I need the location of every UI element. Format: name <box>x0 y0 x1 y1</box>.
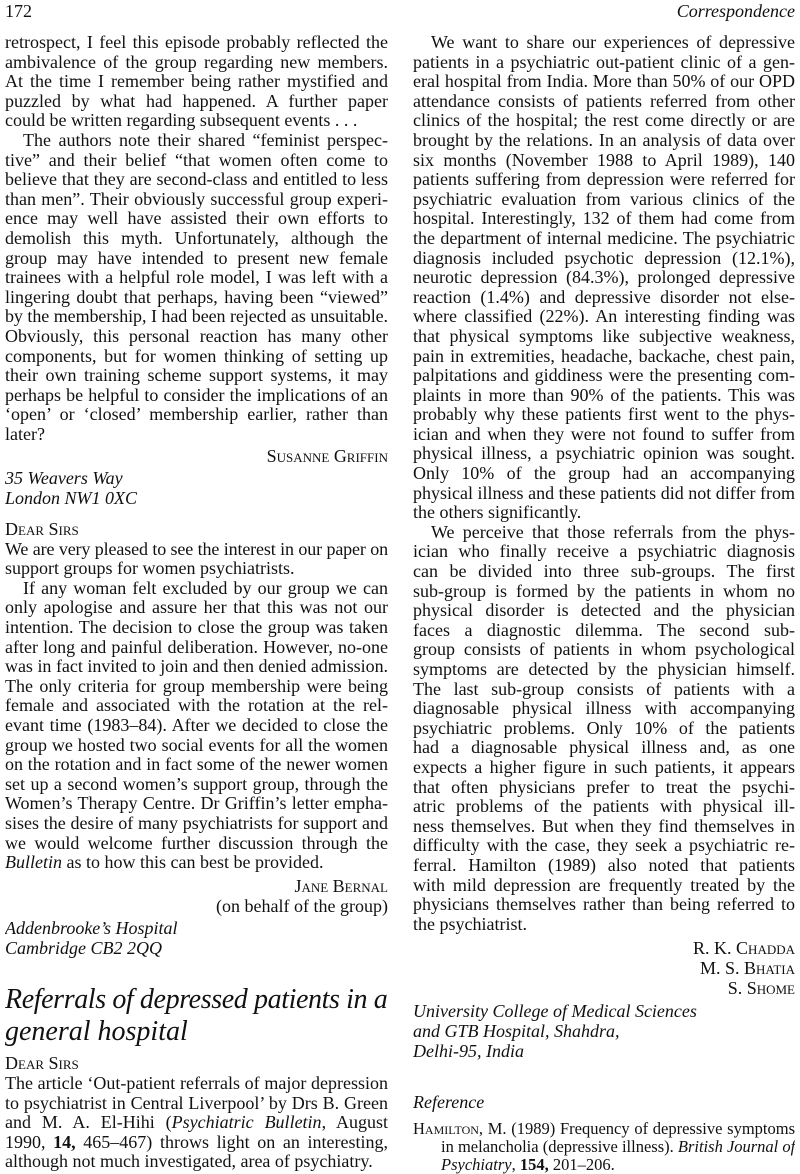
signatures-chadda <box>413 938 795 998</box>
italic-text: British Journal of <box>677 1138 795 1156</box>
text-line: patients suffering from depression were referred for <box>413 170 795 190</box>
article-title-line: Referrals of depressed patients in a <box>5 984 388 1015</box>
text-line: can be divided into three sub-groups. The first <box>413 562 795 582</box>
text-line: their own training scheme support systems, it may <box>5 366 388 386</box>
text-line: ician who finally receive a psychiatric diagnosis <box>413 542 795 562</box>
address-line: University College of Medical Sciences <box>413 1001 697 1021</box>
text-line: where classified (22%). An interesting finding was <box>413 307 795 327</box>
text-line: the psychiatrist. <box>413 914 527 934</box>
text-line: The article ‘Out-patient referrals of major depression <box>5 1074 388 1093</box>
text-line: At the time I remember being rather mystified and <box>5 72 388 92</box>
text-line: The authors note their shared “feminist perspec- <box>23 130 388 150</box>
text-line: could be written regarding subsequent events . . . <box>5 111 358 131</box>
text-line: patients in a psychiatric out-patient clinic of a gen- <box>413 52 795 72</box>
text-line: to psychiatrist in Central Liverpool’ by Drs B. Green <box>5 1093 388 1113</box>
text-line: Only 10% of the group had an accompanying <box>413 464 795 484</box>
salutation: Dear Sirs <box>5 1053 79 1073</box>
text-line: on the rotation and in fact some of the newer women <box>5 755 388 775</box>
text-line: physical illness, a psychiatric opinion was sought. <box>413 444 795 464</box>
small-caps-text: Hamilton <box>413 1120 479 1138</box>
text-line: ence may well have assisted their own efforts to <box>5 209 388 229</box>
reference-line <box>413 1156 795 1174</box>
text-line: group consists of patients in whom psychological <box>413 640 795 660</box>
text-line: trainees with a helpful role model, I was left with a <box>5 268 388 288</box>
text-line: attendance consists of patients referred from other <box>413 91 795 111</box>
text-segment: 1990, <box>5 1132 54 1152</box>
text-line: hospital. Interestingly, 132 of them had come from <box>413 209 795 229</box>
text-line: Women’s Therapy Centre. Dr Griffin’s letter empha- <box>5 794 388 814</box>
address-line: London NW1 0XC <box>5 488 138 508</box>
text-line: The last sub-group consists of patients with a <box>413 679 795 699</box>
text-line: eral hospital from India. More than 50% of our OPD <box>413 72 795 92</box>
signature-name: S. Shome <box>727 978 795 998</box>
letter-bernal-body <box>5 540 388 873</box>
signature-note: (on behalf of the group) <box>216 896 388 916</box>
text-line: evant time (1983–84). After we decided to close the <box>5 715 388 735</box>
text-line: neurotic depression (84.3%), prolonged depressive <box>413 268 795 288</box>
text-segment: , M. (1989) Frequency of depressive symptoms <box>478 1120 795 1138</box>
text-line: with mild depression are frequently treated by the <box>413 875 795 895</box>
text-line: palpitations and giddiness were the presenting com- <box>413 366 795 386</box>
text-line: atric problems of the patients with physical ill- <box>413 797 795 817</box>
address-bernal <box>5 918 388 958</box>
text-line: support groups for women psychiatrists. <box>5 559 295 579</box>
text-line: by the membership, I had been rejected as unsuitable. <box>5 307 388 327</box>
text-line: ambivalence of the group regarding new members. <box>5 52 388 72</box>
text-line: later? <box>5 424 45 444</box>
signature-name: Jane Bernal <box>294 876 388 896</box>
text-line: believe that they are second-class and entitled to less <box>5 170 388 190</box>
text-line: that often physicians prefer to treat the psychi- <box>413 777 795 797</box>
address-line: Cambridge CB2 2QQ <box>5 938 162 958</box>
text-line: expects a higher figure in such patients, it appears <box>413 757 795 777</box>
text-line: ‘open’ or ‘closed’ membership earlier, rather than <box>5 405 388 425</box>
text-line: lingering doubt that perhaps, having been “viewed” <box>5 287 388 307</box>
text-line: We perceive that those referrals from the phys- <box>431 522 795 542</box>
reference-list <box>413 1120 795 1174</box>
text-line: female and associated with the rotation at the rel- <box>5 696 388 716</box>
letter-chadda-body <box>413 33 795 934</box>
text-line: retrospect, I feel this episode probably reflected the <box>5 33 388 52</box>
text-line: ician and when they were not found to suffer from <box>413 424 795 444</box>
salutation: Dear Sirs <box>5 519 79 539</box>
text-line: clinics of the hospital; the rest come directly or are <box>413 111 795 131</box>
bold-text: 14, <box>53 1132 76 1152</box>
text-segment: as to how this can best be provided. <box>62 853 324 873</box>
text-segment: , <box>511 1156 520 1174</box>
text-line: physical illness and these patients did not differ from <box>413 483 795 503</box>
text-line: only apologise and assure her that this was not our <box>5 598 388 618</box>
text-line: reaction (1.4%) and depressive disorder not else- <box>413 287 795 307</box>
text-line: that physical symptoms like subjective weakness, <box>413 326 795 346</box>
text-line: faces a diagnostic dilemma. The second sub- <box>413 620 795 640</box>
address-line: and GTB Hospital, Shahdra, <box>413 1021 620 1041</box>
text-line: physicians themselves rather than being referred to <box>413 895 795 915</box>
text-line: diagnosis included psychotic depression (12.1%), <box>413 248 795 268</box>
text-line: diagnosable physical illness with accompanying <box>413 699 795 719</box>
text-line: than men”. Their obviously successful group experi- <box>5 189 388 209</box>
article-title <box>5 984 388 1048</box>
reference-heading: Reference <box>413 1092 485 1112</box>
text-line: We are very pleased to see the interest in our paper on <box>5 539 388 559</box>
text-line: group may have intended to present new female <box>5 248 388 268</box>
text-line: the others significantly. <box>413 503 582 523</box>
text-line: probably why these patients first went to the phys- <box>413 405 795 425</box>
signature-name: M. S. Bhatia <box>699 958 795 978</box>
italic-text: Psychiatric Bulletin <box>171 1113 322 1133</box>
text-line: the department of internal medicine. The psychiatric <box>413 228 795 248</box>
address-line: 35 Weavers Way <box>5 469 123 488</box>
text-line <box>5 1113 388 1133</box>
text-line: pain in extremities, headache, backache, chest pain, <box>413 346 795 366</box>
text-line: although not much investigated, area of psychiatry. <box>5 1152 373 1172</box>
bold-text: 154, <box>519 1156 549 1174</box>
text-line: was in fact invited to join and then denied admission. <box>5 657 388 677</box>
text-line: psychiatric problems. Only 10% of the patients <box>413 718 795 738</box>
text-line: components, but for women thinking of setting up <box>5 346 388 366</box>
article-title-line: general hospital <box>5 1016 188 1047</box>
text-line: Obviously, this personal reaction has many other <box>5 326 388 346</box>
text-line: perhaps be helpful to consider the implications of an <box>5 385 388 405</box>
signature-name: R. K. Chadda <box>693 938 795 958</box>
page-number: 172 <box>5 1 32 21</box>
text-line: If any woman felt excluded by our group we can <box>23 578 388 598</box>
signature-bernal <box>5 876 388 916</box>
text-segment: in melancholia (depressive illness). <box>441 1138 678 1156</box>
text-line: ness themselves. But when they find themselves in <box>413 816 795 836</box>
text-line: had a diagnosable physical illness and, as one <box>413 738 795 758</box>
text-segment: 465–467) throws light on an interesting, <box>75 1132 388 1152</box>
text-line <box>5 1133 388 1153</box>
text-line: psychiatric evaluation from various clinics of the <box>413 189 795 209</box>
reference-line <box>413 1120 795 1138</box>
text-line: puzzled by what had happened. A further paper <box>5 91 388 111</box>
text-line: intention. The decision to close the group was taken <box>5 617 388 637</box>
text-line <box>5 853 388 873</box>
text-line: sises the desire of many psychiatrists for support and <box>5 813 388 833</box>
italic-text: Bulletin <box>5 853 62 873</box>
text-line: symptoms are detected by the physician himself. <box>413 660 795 679</box>
text-line: physical disorder is detected and the physician <box>413 601 795 621</box>
text-line: tive” and their belief “that women often come to <box>5 150 388 170</box>
text-line: demolish this myth. Unfortunately, although the <box>5 228 388 248</box>
reference-entry <box>413 1120 795 1174</box>
text-segment: 201–206. <box>548 1156 615 1174</box>
text-line: group we hosted two social events for all the women <box>5 735 388 755</box>
text-line: We want to share our experiences of depressive <box>431 33 795 52</box>
text-line: plaints in more than 90% of the patients. This was <box>413 385 795 405</box>
text-line: The only criteria for group membership were being <box>5 676 388 696</box>
text-segment: and M. A. El-Hihi ( <box>5 1113 172 1133</box>
letter-griffin-body <box>5 33 388 444</box>
signature-griffin: Susanne Griffin <box>266 446 388 466</box>
text-line: sub-group is formed by the patients in whom no <box>413 581 795 601</box>
italic-text: Psychiatry <box>441 1156 512 1174</box>
text-line: ferral. Hamilton (1989) also noted that patients <box>413 855 795 875</box>
text-line: we would welcome further discussion through the <box>5 833 388 853</box>
text-segment: , August <box>321 1113 388 1133</box>
letter-chadda-body-start <box>5 1074 388 1172</box>
reference-line <box>413 1138 795 1156</box>
text-line: after long and painful deliberation. However, no-one <box>5 637 388 657</box>
running-header: Correspondence <box>676 1 795 21</box>
address-chadda <box>413 1001 795 1061</box>
text-line: difficulty with the case, they seek a psychiatric re- <box>413 836 795 856</box>
address-griffin <box>5 469 388 508</box>
text-line: six months (November 1988 to April 1989), 140 <box>413 150 795 170</box>
text-line: brought by the relations. In an analysis of data over <box>413 130 795 150</box>
address-line: Delhi-95, India <box>413 1041 524 1061</box>
text-line: set up a second women’s support group, through the <box>5 774 388 794</box>
address-line: Addenbrooke’s Hospital <box>5 918 178 938</box>
